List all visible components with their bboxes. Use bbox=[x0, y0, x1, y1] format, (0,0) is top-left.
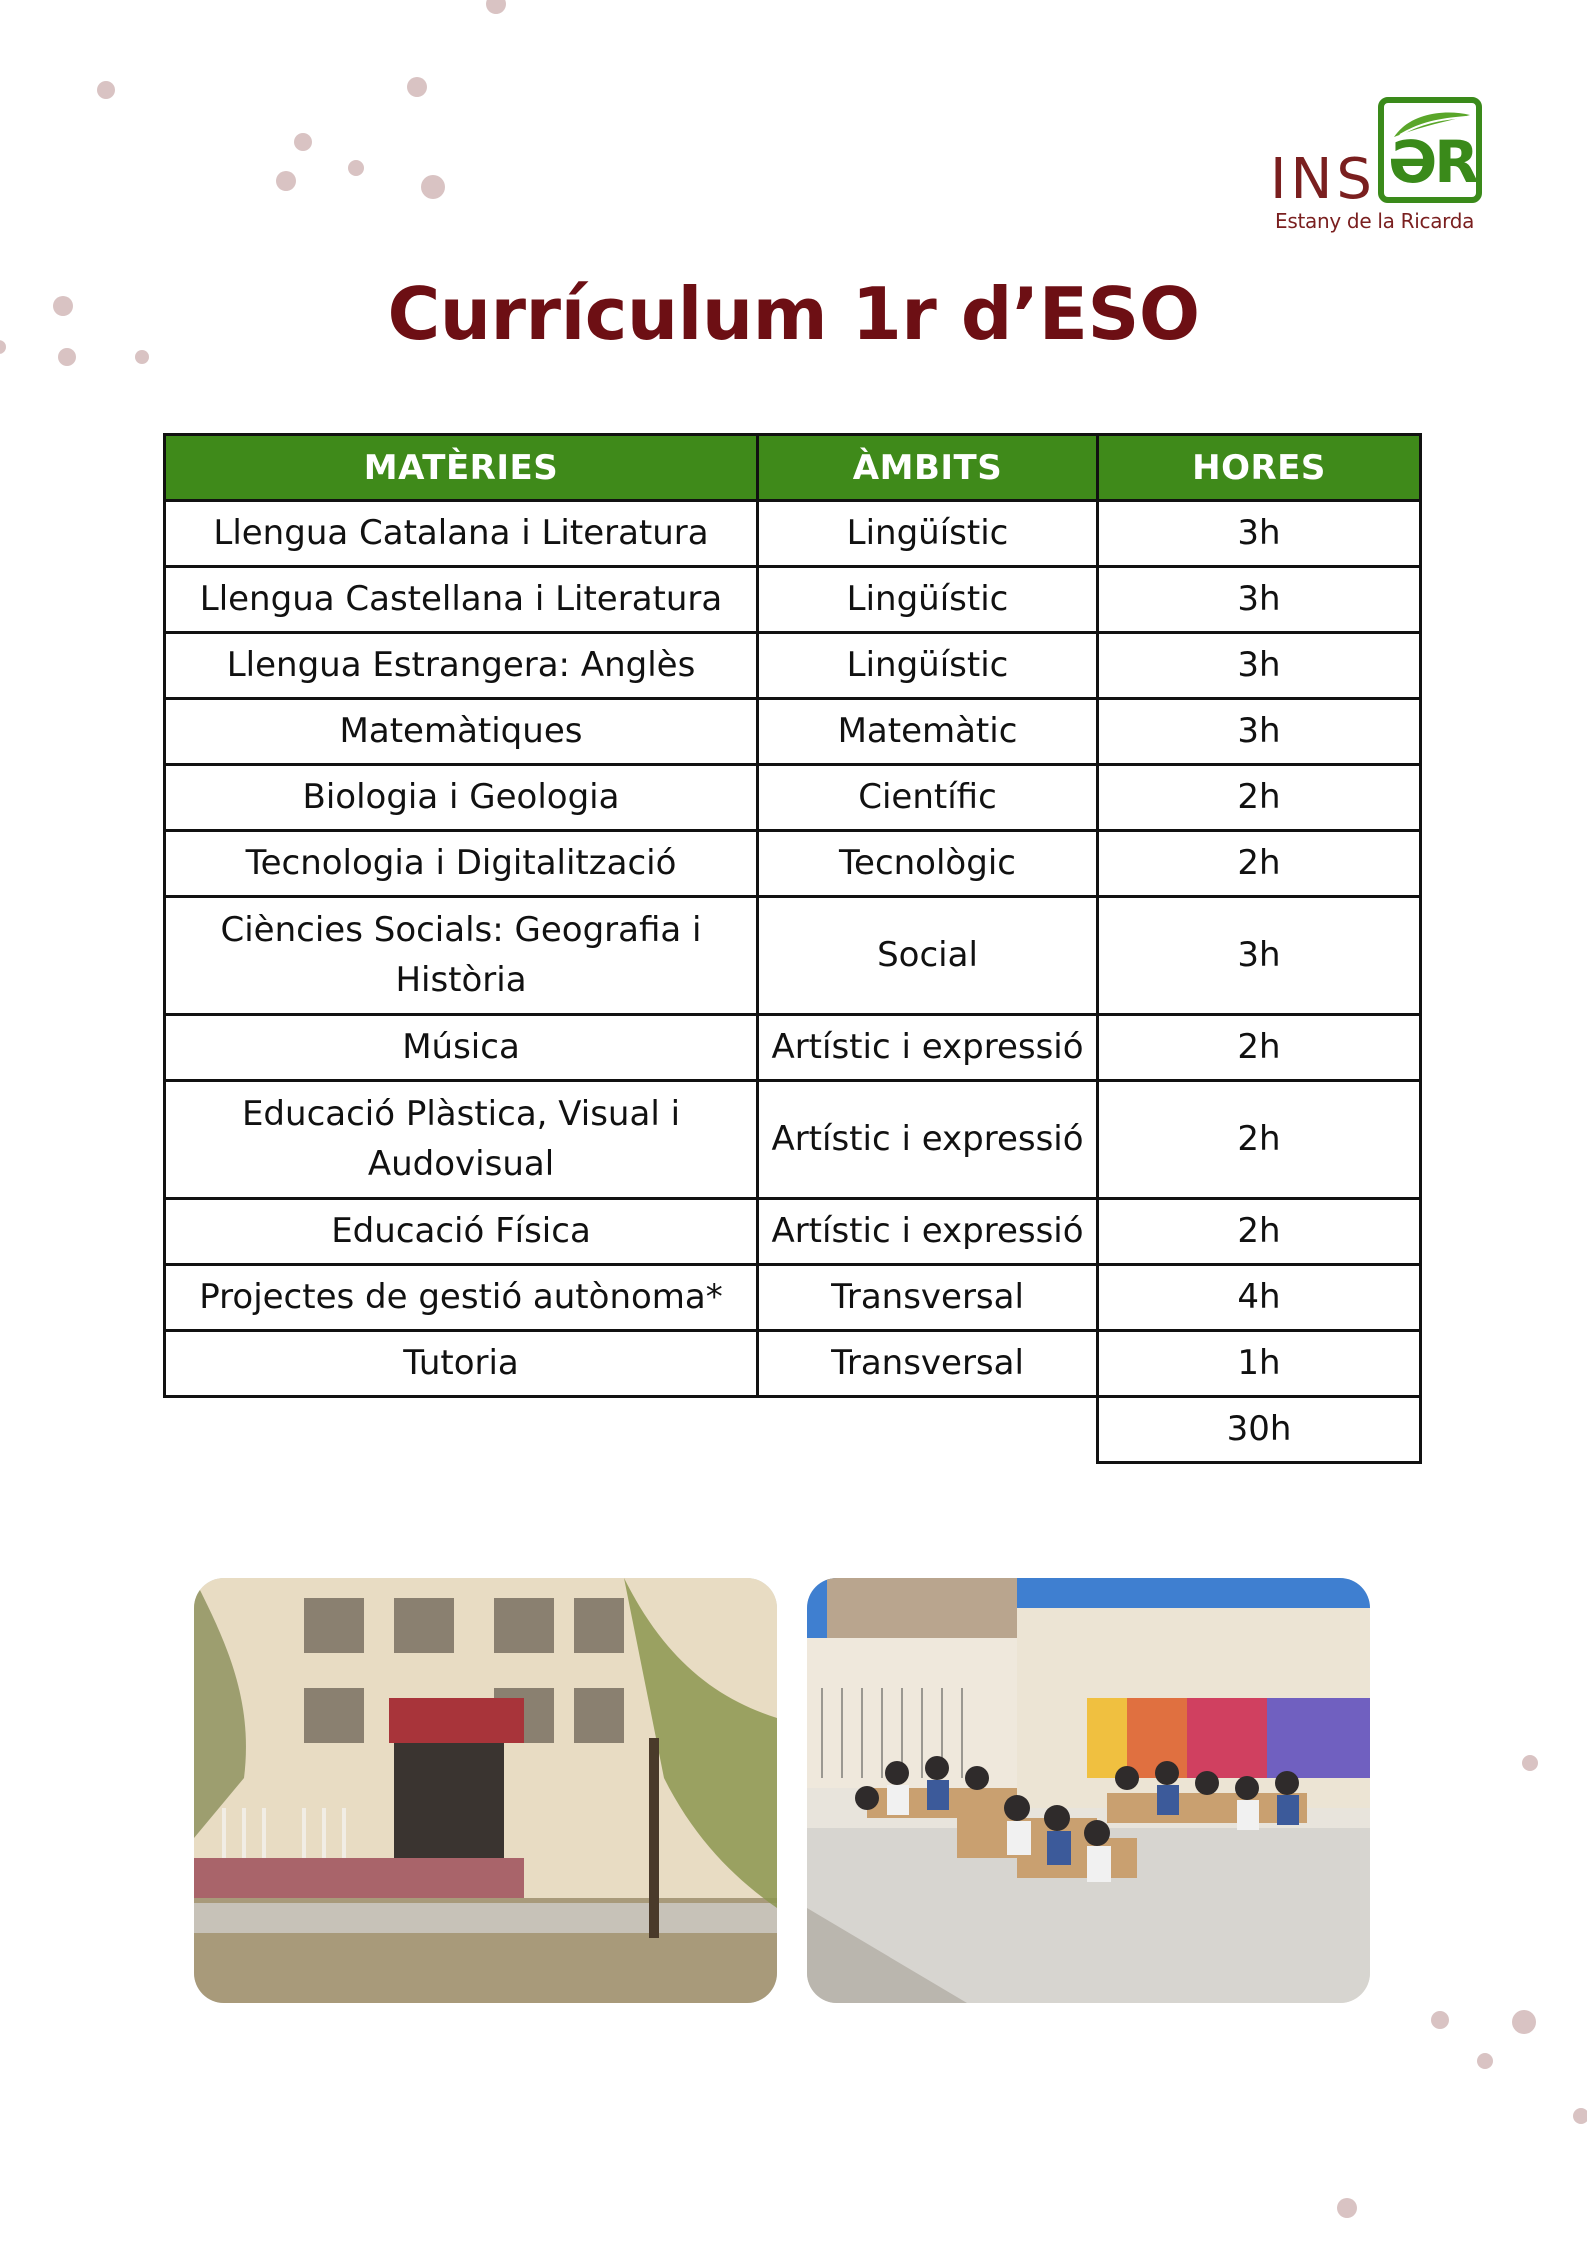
table-row bbox=[165, 1199, 1421, 1265]
total-hours-cell: 30h bbox=[1098, 1397, 1421, 1463]
curriculum-table bbox=[163, 433, 1422, 1464]
decorative-dot bbox=[421, 175, 445, 199]
subject-cell: Llengua Estrangera: Anglès bbox=[165, 633, 758, 699]
subject-cell: Música bbox=[165, 1015, 758, 1081]
school-building-photo bbox=[194, 1578, 777, 2003]
decorative-dot bbox=[1573, 2108, 1587, 2124]
hours-cell: 3h bbox=[1098, 699, 1421, 765]
decorative-dot bbox=[407, 77, 427, 97]
hours-cell: 3h bbox=[1098, 633, 1421, 699]
table-row bbox=[165, 633, 1421, 699]
header-hores: HORES bbox=[1098, 435, 1421, 501]
subject-cell: Tutoria bbox=[165, 1331, 758, 1397]
total-row bbox=[165, 1397, 1421, 1463]
subject-cell: Projectes de gestió autònoma* bbox=[165, 1265, 758, 1331]
subject-cell: Biologia i Geologia bbox=[165, 765, 758, 831]
decorative-dot bbox=[97, 81, 115, 99]
subject-cell: Llengua Castellana i Literatura bbox=[165, 567, 758, 633]
school-logo bbox=[1270, 95, 1485, 245]
subject-cell: Educació Plàstica, Visual i Audovisual bbox=[165, 1081, 758, 1199]
logo-badge bbox=[1378, 97, 1482, 203]
area-cell: Lingüístic bbox=[758, 567, 1098, 633]
decorative-dot bbox=[276, 171, 296, 191]
area-cell: Tecnològic bbox=[758, 831, 1098, 897]
subject-cell: Ciències Socials: Geografia i Història bbox=[165, 897, 758, 1015]
area-cell: Científic bbox=[758, 765, 1098, 831]
courtyard-students-photo bbox=[807, 1578, 1370, 2003]
decorative-dot bbox=[348, 160, 364, 176]
decorative-dot bbox=[1522, 1755, 1538, 1771]
table-row bbox=[165, 501, 1421, 567]
hours-cell: 3h bbox=[1098, 567, 1421, 633]
area-cell: Lingüístic bbox=[758, 501, 1098, 567]
area-cell: Social bbox=[758, 897, 1098, 1015]
table-row bbox=[165, 1081, 1421, 1199]
decorative-dot bbox=[1431, 2011, 1449, 2029]
area-cell: Transversal bbox=[758, 1265, 1098, 1331]
table-row bbox=[165, 1015, 1421, 1081]
area-cell: Transversal bbox=[758, 1331, 1098, 1397]
hours-cell: 2h bbox=[1098, 1015, 1421, 1081]
hours-cell: 2h bbox=[1098, 831, 1421, 897]
table-row bbox=[165, 699, 1421, 765]
hours-cell: 1h bbox=[1098, 1331, 1421, 1397]
decorative-dot bbox=[1512, 2010, 1536, 2034]
decorative-dot bbox=[294, 133, 312, 151]
empty-cell bbox=[165, 1397, 758, 1463]
table-row bbox=[165, 897, 1421, 1015]
header-materies: MATÈRIES bbox=[165, 435, 758, 501]
subject-cell: Matemàtiques bbox=[165, 699, 758, 765]
empty-cell bbox=[758, 1397, 1098, 1463]
hours-cell: 3h bbox=[1098, 897, 1421, 1015]
area-cell: Lingüístic bbox=[758, 633, 1098, 699]
table-row bbox=[165, 765, 1421, 831]
subject-cell: Llengua Catalana i Literatura bbox=[165, 501, 758, 567]
header-ambits: ÀMBITS bbox=[758, 435, 1098, 501]
logo-er-text: ƏR bbox=[1388, 128, 1476, 196]
hours-cell: 2h bbox=[1098, 765, 1421, 831]
hours-cell: 4h bbox=[1098, 1265, 1421, 1331]
area-cell: Matemàtic bbox=[758, 699, 1098, 765]
decorative-dot bbox=[1337, 2198, 1357, 2218]
table-row bbox=[165, 1265, 1421, 1331]
table-row bbox=[165, 831, 1421, 897]
hours-cell: 2h bbox=[1098, 1081, 1421, 1199]
page-title: Currículum 1r d’ESO bbox=[387, 272, 1200, 356]
subject-cell: Educació Física bbox=[165, 1199, 758, 1265]
area-cell: Artístic i expressió bbox=[758, 1015, 1098, 1081]
logo-ins-text: INS bbox=[1270, 147, 1376, 212]
hours-cell: 2h bbox=[1098, 1199, 1421, 1265]
area-cell: Artístic i expressió bbox=[758, 1081, 1098, 1199]
table-header-row bbox=[165, 435, 1421, 501]
decorative-dot bbox=[486, 0, 506, 14]
subject-cell: Tecnologia i Digitalització bbox=[165, 831, 758, 897]
area-cell: Artístic i expressió bbox=[758, 1199, 1098, 1265]
decorative-dot bbox=[1477, 2053, 1493, 2069]
hours-cell: 3h bbox=[1098, 501, 1421, 567]
logo-subtitle: Estany de la Ricarda bbox=[1275, 209, 1475, 233]
table-row bbox=[165, 1331, 1421, 1397]
table-row bbox=[165, 567, 1421, 633]
